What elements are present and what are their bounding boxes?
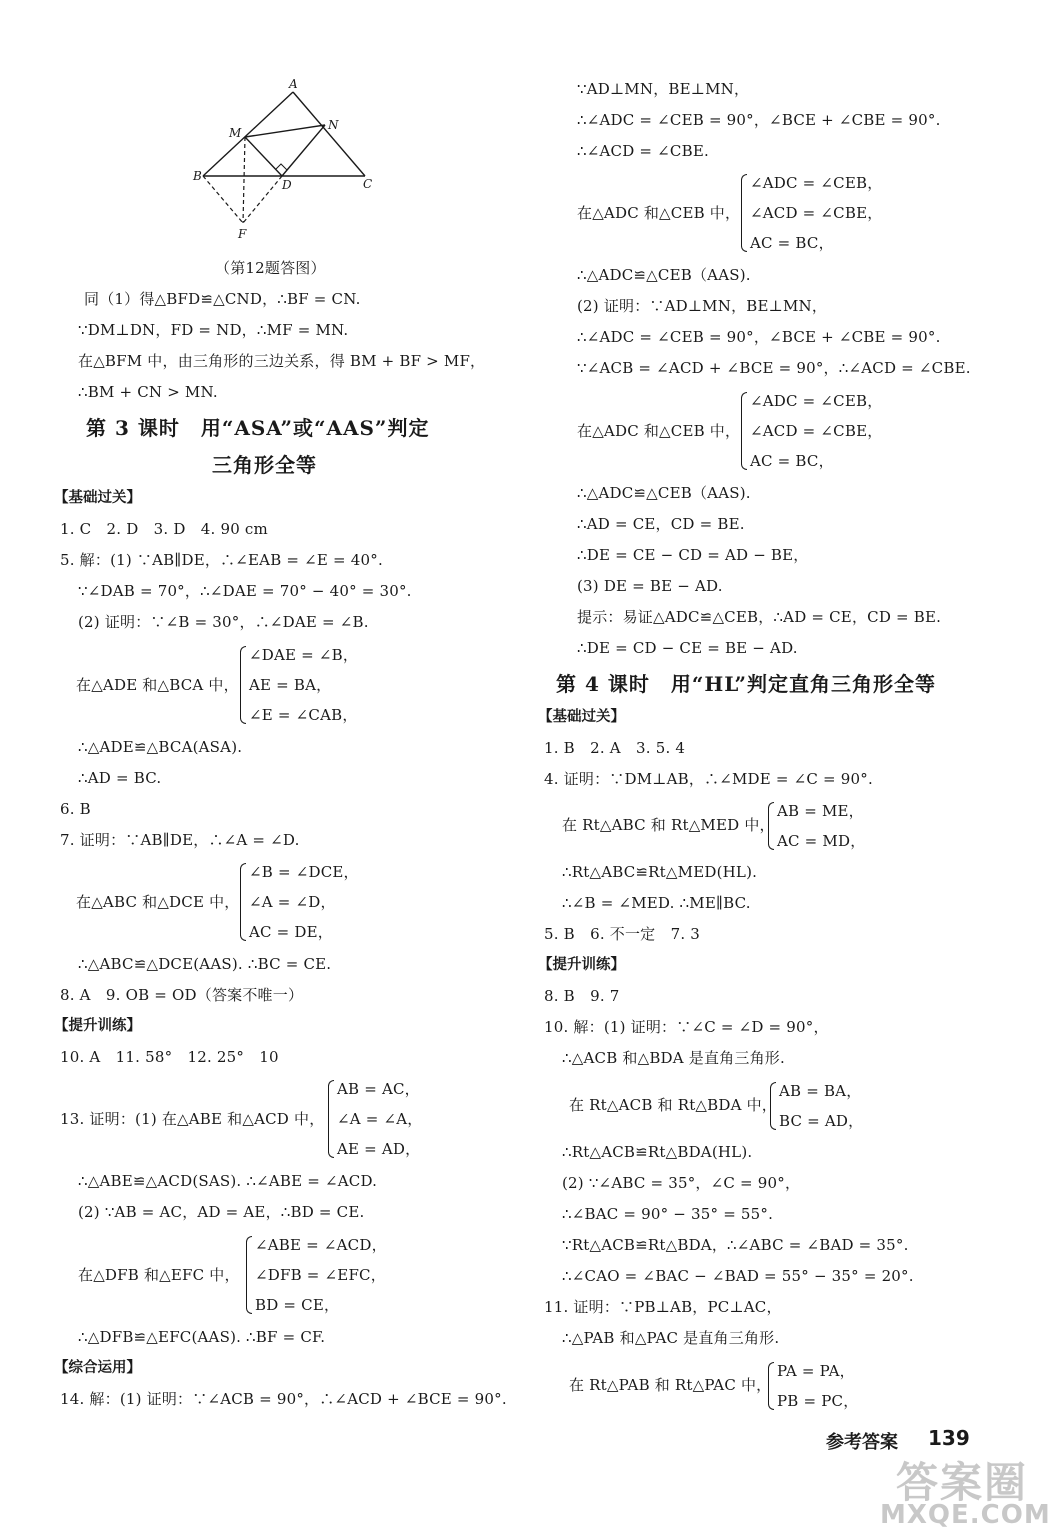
right-line-4: ∴△ADC≌△CEB（AAS). xyxy=(577,266,751,284)
system-line: ∠ADC = ∠CEB， xyxy=(750,392,883,410)
label-c: C xyxy=(363,177,373,191)
label-d: D xyxy=(282,178,292,192)
answer-12-line-1: 同（1）得△BFD≌△CND，∴BF = CN. xyxy=(84,290,361,308)
system-line: BC = AD， xyxy=(779,1112,864,1130)
answer-10-line-5: ∴∠BAC = 90° − 35° = 55°. xyxy=(562,1205,774,1223)
label-f: F xyxy=(238,227,247,241)
system-lead: 在 Rt△ACB 和 Rt△BDA 中， xyxy=(569,1096,778,1114)
answer-5-line-1: 5. 解：(1) ∵AB∥DE，∴∠EAB = ∠E = 40°. xyxy=(60,551,383,569)
system-line: AB = ME， xyxy=(777,802,864,820)
system-line: BD = CE， xyxy=(255,1296,340,1314)
brace xyxy=(246,1236,252,1314)
brace xyxy=(741,392,747,470)
segment-ac xyxy=(293,92,365,176)
system-line: ∠ABE = ∠ACD， xyxy=(255,1236,387,1254)
answer-11-line-1: 11. 证明：∵PB⊥AB，PC⊥AC， xyxy=(544,1298,782,1316)
answer-10-line-7: ∴∠CAO = ∠BAC − ∠BAD = 55° − 35° = 20°. xyxy=(562,1267,914,1285)
segment-bf xyxy=(203,176,243,223)
system-line: ∠ACD = ∠CBE， xyxy=(750,422,883,440)
system-line: ∠B = ∠DCE， xyxy=(249,863,359,881)
answer-1-3: 1. B 2. A 3. 5. 4 xyxy=(544,739,686,757)
watermark-logo: 答案圈 xyxy=(896,1458,1029,1507)
system-line: AE = AD， xyxy=(337,1140,421,1158)
answer-1-4: 1. C 2. D 3. D 4. 90 cm xyxy=(60,520,268,538)
system-line: ∠DFB = ∠EFC， xyxy=(255,1266,386,1284)
answer-5-line-4: ∴△ADE≌△BCA(ASA). xyxy=(78,738,243,756)
answer-5-line-2: ∵∠DAB = 70°，∴∠DAE = 70° − 40° = 30°. xyxy=(78,582,412,600)
label-b: B xyxy=(193,169,202,183)
system-lead: 在 Rt△PAB 和 Rt△PAC 中， xyxy=(569,1376,772,1394)
segment-ab xyxy=(203,92,293,176)
geometry-figure xyxy=(185,75,385,245)
answer-8-9-right: 8. B 9. 7 xyxy=(544,987,620,1005)
figure-caption: （第12题答图） xyxy=(215,259,326,277)
label-m: M xyxy=(229,126,242,140)
system-lead: 13. 证明：(1) 在△ABE 和△ACD 中， xyxy=(60,1110,325,1128)
lesson-3-title: 第 3 课时 用“ASA”或“AAS”判定 xyxy=(86,416,430,440)
system-line: PB = PC， xyxy=(777,1392,859,1410)
segment-df xyxy=(243,176,282,223)
answer-13-line-1: ∴△ABE≌△ACD(SAS). ∴∠ABE = ∠ACD. xyxy=(78,1172,378,1190)
system-line: ∠E = ∠CAB， xyxy=(249,706,358,724)
section-apply: 【综合运用】 xyxy=(54,1359,141,1376)
brace xyxy=(240,646,246,724)
system-lead: 在△ADE 和△BCA 中， xyxy=(76,676,239,694)
system-line: AC = BC， xyxy=(750,452,834,470)
right-angle-mark xyxy=(276,164,287,170)
brace xyxy=(240,863,246,941)
right-line-7: ∵∠ACB = ∠ACD + ∠BCE = 90°，∴∠ACD = ∠CBE. xyxy=(577,359,971,377)
answer-5-7: 5. B 6. 不一定 7. 3 xyxy=(544,925,701,943)
system-line: AB = AC， xyxy=(337,1080,420,1098)
answer-5-line-3: (2) 证明：∵∠B = 30°，∴∠DAE = ∠B. xyxy=(78,613,369,631)
system-line: PA = PA， xyxy=(777,1362,855,1380)
answer-13-line-2: (2) ∵AB = AC，AD = AE，∴BD = CE. xyxy=(78,1203,365,1221)
footer-label: 参考答案 xyxy=(826,1432,898,1453)
system-line: AB = BA， xyxy=(779,1082,862,1100)
section-basic-right: 【基础过关】 xyxy=(538,708,625,725)
answer-10-line-4: (2) ∵∠ABC = 35°，∠C = 90°， xyxy=(562,1174,801,1192)
answer-12-line-4: ∴BM + CN > MN. xyxy=(78,383,218,401)
segment-mn xyxy=(245,125,325,137)
right-line-2: ∴∠ADC = ∠CEB = 90°，∠BCE + ∠CBE = 90°. xyxy=(577,111,941,129)
answer-4-line-2: ∴Rt△ABC≌Rt△MED(HL). xyxy=(562,863,758,881)
system-line: ∠ACD = ∠CBE， xyxy=(750,204,883,222)
answer-10-line-3: ∴Rt△ACB≌Rt△BDA(HL). xyxy=(562,1143,753,1161)
answer-4-line-3: ∴∠B = ∠MED. ∴ME∥BC. xyxy=(562,894,751,912)
answer-10-line-2: ∴△ACB 和△BDA 是直角三角形. xyxy=(562,1049,785,1067)
answer-7-line-1: 7. 证明：∵AB∥DE，∴∠A = ∠D. xyxy=(60,831,300,849)
system-line: AE = BA， xyxy=(249,676,332,694)
brace xyxy=(770,1082,776,1130)
answer-4-line-1: 4. 证明：∵DM⊥AB，∴∠MDE = ∠C = 90°. xyxy=(544,770,873,788)
lesson-3-title-cont: 三角形全等 xyxy=(212,453,317,477)
watermark-url: MXQE.COM xyxy=(880,1500,1051,1530)
segment-md xyxy=(245,137,282,176)
answer-13-line-3: ∴△DFB≌△EFC(AAS). ∴BF = CF. xyxy=(78,1328,326,1346)
lesson-4-title: 第 4 课时 用“HL”判定直角三角形全等 xyxy=(556,672,937,696)
section-improve-left: 【提升训练】 xyxy=(54,1017,141,1034)
system-lead: 在△DFB 和△EFC 中， xyxy=(78,1266,240,1284)
segment-dn xyxy=(282,125,325,176)
answer-10-line-6: ∵Rt△ACB≌Rt△BDA，∴∠ABC = ∠BAD = 35°. xyxy=(562,1236,909,1254)
system-line: AC = BC， xyxy=(750,234,834,252)
answer-8-9: 8. A 9. OB = OD（答案不唯一） xyxy=(60,986,304,1004)
right-line-9: ∴AD = CE，CD = BE. xyxy=(577,515,745,533)
section-improve-right: 【提升训练】 xyxy=(538,956,625,973)
right-line-5: (2) 证明：∵AD⊥MN，BE⊥MN， xyxy=(577,297,828,315)
system-lead: 在△ADC 和△CEB 中， xyxy=(577,204,741,222)
system-line: ∠A = ∠D， xyxy=(249,893,336,911)
label-a: A xyxy=(289,77,298,91)
right-line-8: ∴△ADC≌△CEB（AAS). xyxy=(577,484,751,502)
label-n: N xyxy=(328,118,339,132)
brace xyxy=(768,1362,774,1410)
answer-7-line-2: ∴△ABC≌△DCE(AAS). ∴BC = CE. xyxy=(78,955,332,973)
system-lead: 在 Rt△ABC 和 Rt△MED 中， xyxy=(562,816,775,834)
answer-14-line-1: 14. 解：(1) 证明：∵∠ACB = 90°，∴∠ACD + ∠BCE = 90°. xyxy=(60,1390,507,1408)
right-line-1: ∵AD⊥MN，BE⊥MN， xyxy=(577,80,750,98)
answer-10-line-1: 10. 解：(1) 证明：∵∠C = ∠D = 90°， xyxy=(544,1018,829,1036)
system-line: AC = DE， xyxy=(249,923,333,941)
answer-12-line-2: ∵DM⊥DN，FD = ND，∴MF = MN. xyxy=(78,321,349,339)
system-line: ∠DAE = ∠B， xyxy=(249,646,359,664)
system-line: AC = MD， xyxy=(777,832,866,850)
answer-11-line-2: ∴△PAB 和△PAC 是直角三角形. xyxy=(562,1329,780,1347)
right-line-3: ∴∠ACD = ∠CBE. xyxy=(577,142,709,160)
answer-6: 6. B xyxy=(60,800,91,818)
segment-mf xyxy=(243,137,245,223)
brace xyxy=(741,174,747,252)
system-line: ∠ADC = ∠CEB， xyxy=(750,174,883,192)
right-line-13: ∴DE = CD − CE = BE − AD. xyxy=(577,639,798,657)
system-lead: 在△ABC 和△DCE 中， xyxy=(76,893,240,911)
answer-5-line-5: ∴AD = BC. xyxy=(78,769,162,787)
right-line-10: ∴DE = CE − CD = AD − BE， xyxy=(577,546,809,564)
right-line-12: 提示：易证△ADC≌△CEB，∴AD = CE，CD = BE. xyxy=(577,608,942,626)
brace xyxy=(768,802,774,850)
page-number: 139 xyxy=(928,1426,970,1450)
system-lead: 在△ADC 和△CEB 中， xyxy=(577,422,741,440)
brace xyxy=(328,1080,334,1158)
answer-12-line-3: 在△BFM 中，由三角形的三边关系，得 BM + BF > MF， xyxy=(78,352,486,370)
system-line: ∠A = ∠A， xyxy=(337,1110,423,1128)
section-basic-left: 【基础过关】 xyxy=(54,489,141,506)
right-line-11: (3) DE = BE − AD. xyxy=(577,577,723,595)
answer-10-12: 10. A 11. 58° 12. 25° 10 xyxy=(60,1048,279,1066)
right-line-6: ∴∠ADC = ∠CEB = 90°，∠BCE + ∠CBE = 90°. xyxy=(577,328,941,346)
